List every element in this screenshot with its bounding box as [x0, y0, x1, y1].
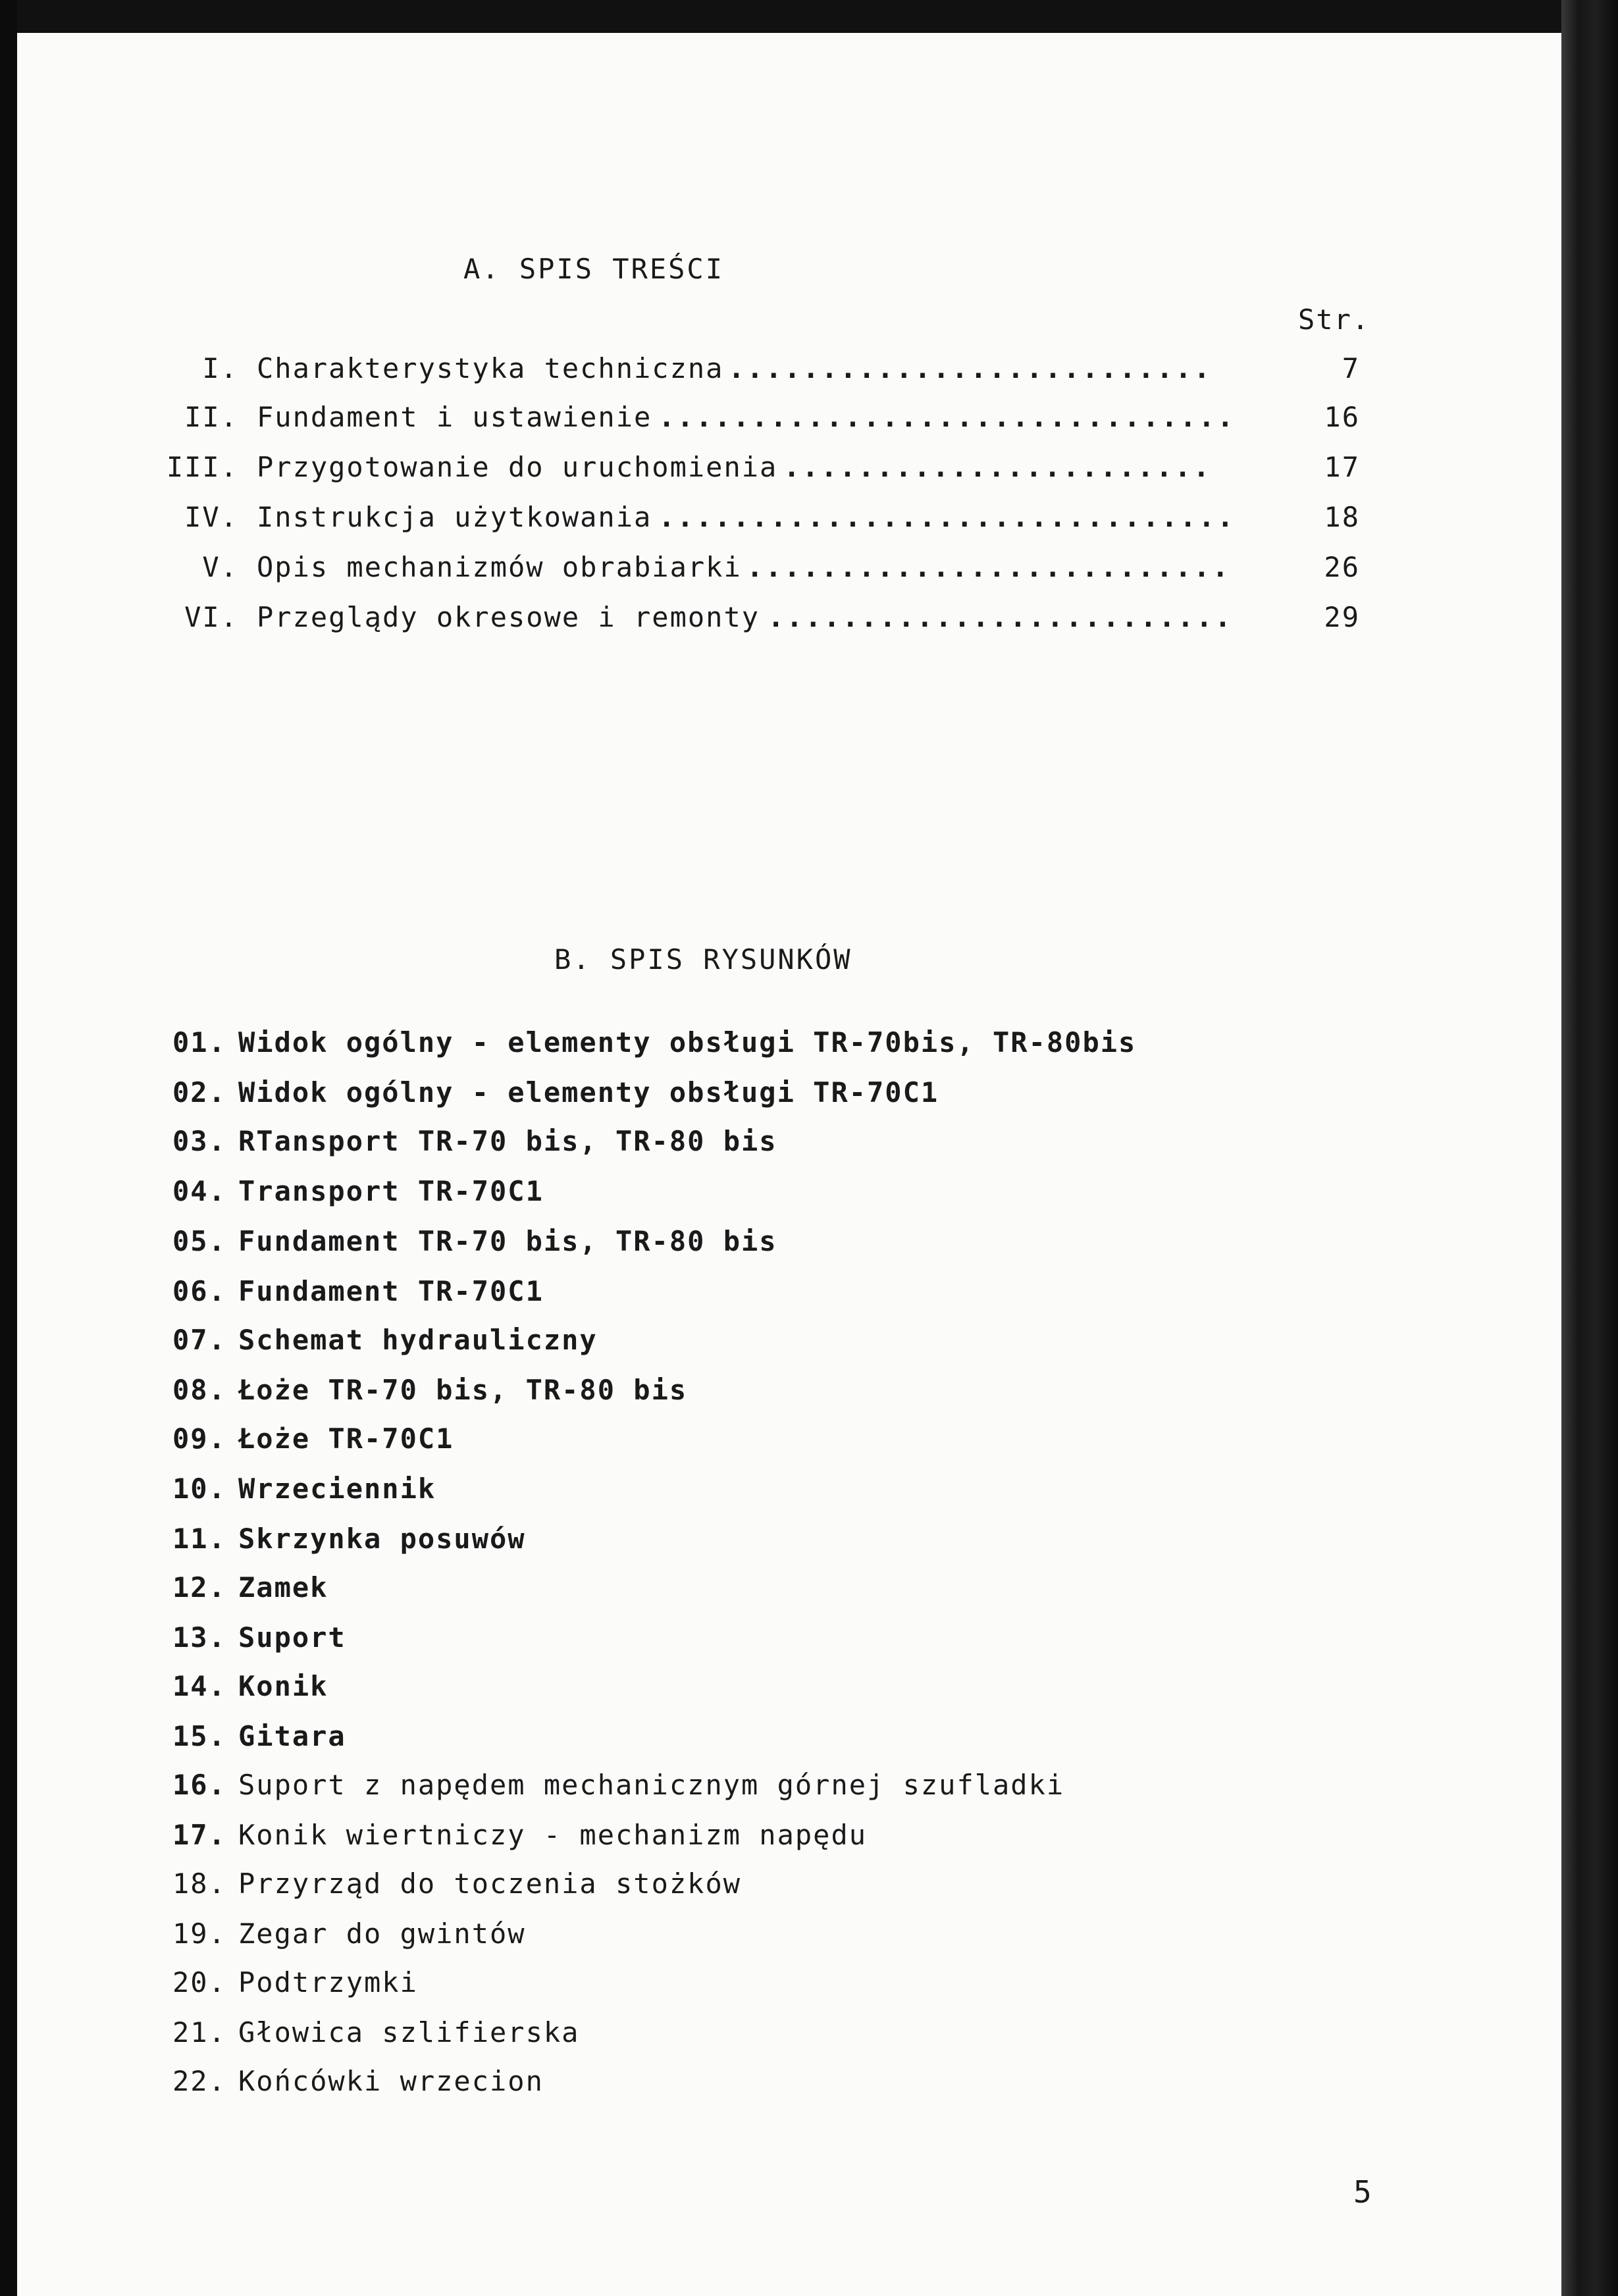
scan-top-border — [0, 0, 1618, 33]
figure-item-title: Głowica szlifierska — [238, 2016, 580, 2048]
figure-item-number: 11. — [172, 1523, 226, 1555]
figure-item-number: 19. — [172, 1918, 226, 1950]
toc-entry-title: Przeglądy okresowe i remonty — [257, 601, 760, 633]
toc-heading: A. SPIS TREŚCI — [463, 253, 725, 285]
figure-item-number: 16. — [172, 1769, 226, 1801]
figures-heading: B. SPIS RYSUNKÓW — [554, 943, 852, 976]
figure-item-number: 12. — [172, 1571, 226, 1604]
figure-item-title: Widok ogólny - elementy obsługi TR-70C1 — [238, 1076, 939, 1109]
toc-entry-title: Instrukcja użytkowania — [257, 501, 652, 533]
figure-item-title: Końcówki wrzecion — [238, 2065, 544, 2097]
figure-item-title: Konik — [238, 1670, 328, 1702]
figure-item-number: 17. — [172, 1819, 226, 1851]
figure-item-title: Suport — [238, 1621, 346, 1654]
toc-entry-title: Opis mechanizmów obrabiarki — [257, 551, 742, 583]
toc-entry-page: 18 — [1324, 501, 1360, 533]
figure-item-number: 08. — [172, 1374, 226, 1406]
figure-item-number: 14. — [172, 1670, 226, 1702]
figure-item-number: 21. — [172, 2016, 226, 2048]
toc-entry-number: III. — [166, 451, 238, 483]
scan-right-border — [1561, 0, 1618, 2296]
figure-item-title: Fundament TR-70 bis, TR-80 bis — [238, 1225, 777, 1257]
figure-item-number: 18. — [172, 1867, 226, 1900]
figure-item-title: Widok ogólny - elementy obsługi TR-70bis, TR-80bis — [238, 1026, 1137, 1058]
figure-item-number: 20. — [172, 1966, 226, 1998]
figure-item-number: 15. — [172, 1720, 226, 1752]
figure-item-title: Fundament TR-70C1 — [238, 1275, 544, 1307]
figure-item-number: 22. — [172, 2065, 226, 2097]
figure-item-number: 06. — [172, 1275, 226, 1307]
toc-entry-number: V. — [202, 551, 238, 583]
figure-item-title: Wrzeciennik — [238, 1473, 436, 1505]
figure-item-number: 03. — [172, 1125, 226, 1157]
figure-item-title: Transport TR-70C1 — [238, 1175, 544, 1207]
figure-item-title: Skrzynka posuwów — [238, 1523, 526, 1555]
figure-item-number: 05. — [172, 1225, 226, 1257]
figure-item-number: 09. — [172, 1422, 226, 1455]
toc-entry-page: 16 — [1324, 401, 1360, 433]
figure-item-number: 04. — [172, 1175, 226, 1207]
figure-item-title: Podtrzymki — [238, 1966, 418, 1998]
figure-item-number: 10. — [172, 1473, 226, 1505]
figure-item-title: RTansport TR-70 bis, TR-80 bis — [238, 1125, 777, 1157]
toc-entry-page: 17 — [1324, 451, 1360, 483]
figure-item-title: Schemat hydrauliczny — [238, 1324, 598, 1356]
figure-item-number: 07. — [172, 1324, 226, 1356]
toc-entry-dots: ............................... — [658, 401, 1236, 433]
toc-entry-page: 7 — [1342, 352, 1360, 384]
toc-entry-dots: .......................... — [728, 352, 1213, 384]
figure-item-title: Łoże TR-70 bis, TR-80 bis — [238, 1374, 688, 1406]
toc-entry-page: 29 — [1324, 601, 1360, 633]
toc-entry-number: IV. — [184, 501, 238, 533]
toc-entry-dots: ....................... — [783, 451, 1212, 483]
figure-item-title: Suport z napędem mechanicznym górnej szufladki — [238, 1769, 1065, 1801]
toc-entry-title: Charakterystyka techniczna — [257, 352, 724, 384]
figure-item-title: Przyrząd do toczenia stożków — [238, 1867, 742, 1900]
figure-item-title: Gitara — [238, 1720, 346, 1752]
figure-item-title: Łoże TR-70C1 — [238, 1422, 454, 1455]
toc-page-column-header: Str. — [1298, 303, 1370, 336]
toc-entry-dots: ......................... — [768, 601, 1234, 633]
scan-left-border — [0, 0, 17, 2296]
toc-entry-number: VI. — [184, 601, 238, 633]
figure-item-number: 01. — [172, 1026, 226, 1058]
figure-item-title: Konik wiertniczy - mechanizm napędu — [238, 1819, 868, 1851]
figure-item-title: Zamek — [238, 1571, 328, 1604]
document-page — [17, 33, 1561, 2296]
toc-entry-number: II. — [184, 401, 238, 433]
figure-item-title: Zegar do gwintów — [238, 1918, 526, 1950]
toc-entry-number: I. — [202, 352, 238, 384]
figure-item-number: 13. — [172, 1621, 226, 1654]
toc-entry-page: 26 — [1324, 551, 1360, 583]
figure-item-number: 02. — [172, 1076, 226, 1109]
toc-entry-dots: .......................... — [746, 551, 1231, 583]
toc-entry-dots: ............................... — [658, 501, 1236, 533]
toc-entry-title: Przygotowanie do uruchomienia — [257, 451, 778, 483]
toc-entry-title: Fundament i ustawienie — [257, 401, 652, 433]
page-number: 5 — [1353, 2174, 1373, 2210]
